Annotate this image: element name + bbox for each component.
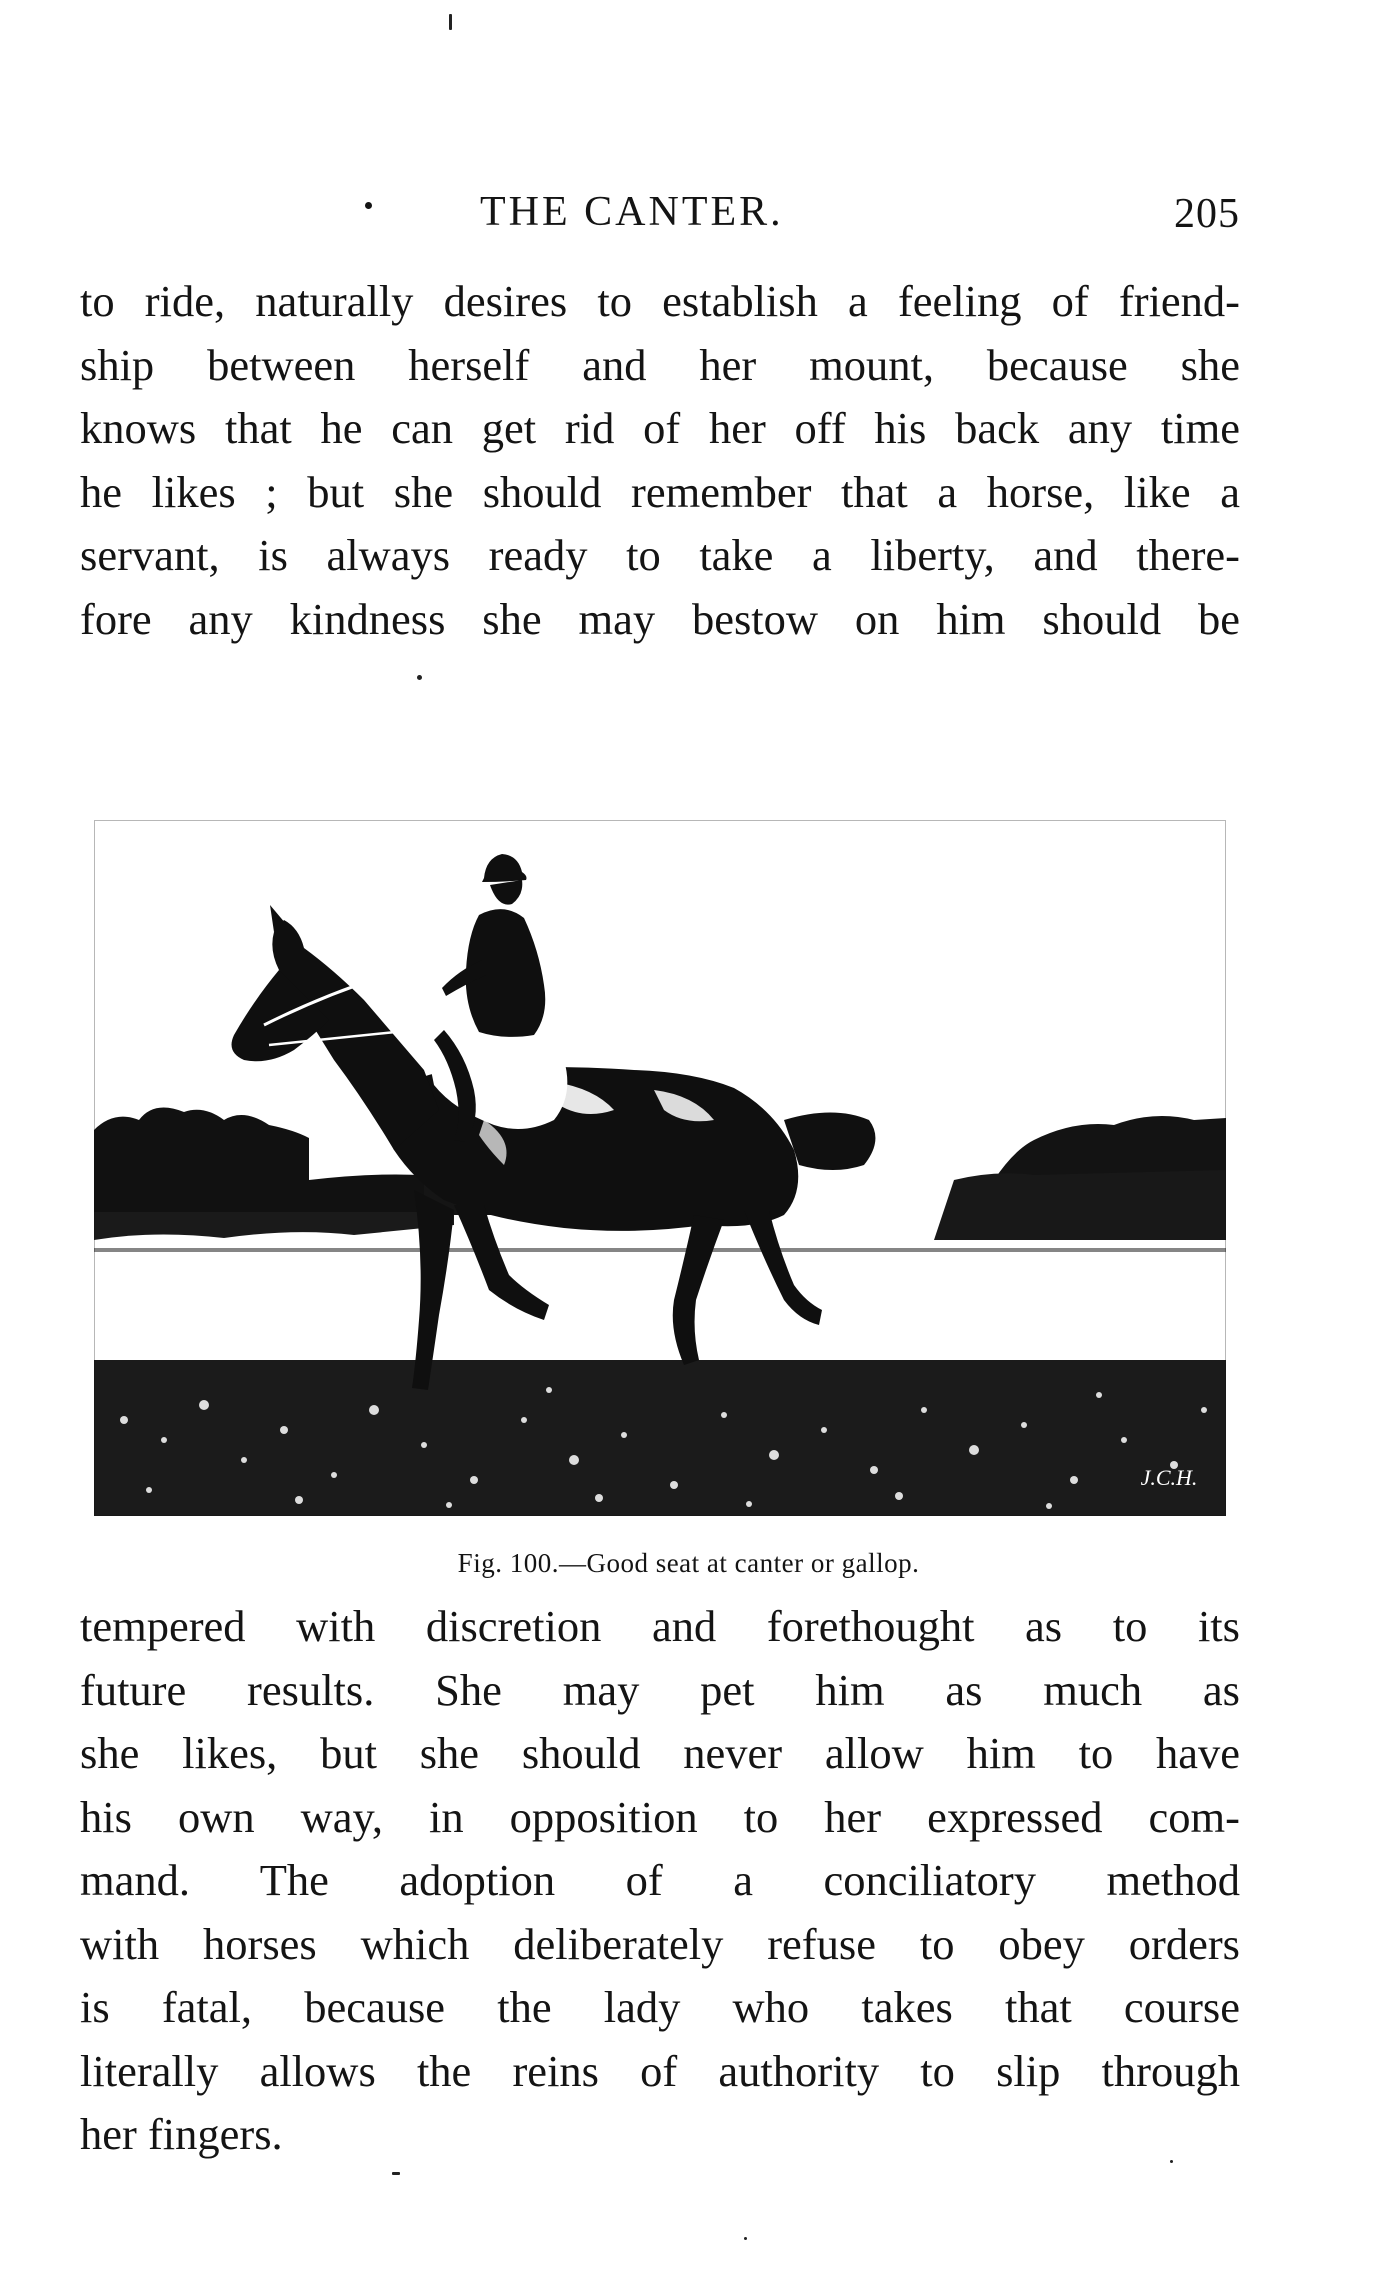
horse-rider-photo xyxy=(94,820,1226,1516)
print-speck xyxy=(744,2237,747,2240)
page-number: 205 xyxy=(1174,191,1240,237)
paragraph-bottom xyxy=(80,1595,1240,2167)
text-line: future results. She may pet him as much as xyxy=(80,1664,1240,1715)
print-speck xyxy=(417,675,422,680)
artist-monogram: J.C.H. xyxy=(1140,1465,1198,1490)
text-line: fore any kindness she may bestow on him should be xyxy=(80,593,1240,644)
text-line: his own way, in opposition to her expressed com- xyxy=(80,1791,1240,1842)
paragraph-top xyxy=(80,270,1240,651)
text-line: ship between herself and her mount, because she xyxy=(80,339,1240,390)
header-ornament xyxy=(365,202,372,209)
text-line: is fatal, because the lady who takes that course xyxy=(80,1982,1240,2032)
running-header xyxy=(80,188,1240,238)
text-line: to ride, naturally desires to establish a feeling of friend- xyxy=(80,276,1240,326)
figure-caption: Fig. 100.—Good seat at canter or gallop. xyxy=(457,1548,920,1578)
print-speck xyxy=(449,14,452,30)
text-line: she likes, but she should never allow him to have xyxy=(80,1728,1240,1778)
text-line: literally allows the reins of authority to slip through xyxy=(80,2045,1240,2096)
text-line: with horses which deliberately refuse to obey orders xyxy=(80,1918,1240,1969)
text-line: knows that he can get rid of her off his back any time xyxy=(80,403,1240,453)
print-speck xyxy=(392,2172,400,2175)
text-line: he likes ; but she should remember that a horse, like a xyxy=(80,466,1240,517)
chapter-title: THE CANTER. xyxy=(480,189,784,235)
text-line: mand. The adoption of a conciliatory method xyxy=(80,1855,1240,1905)
text-line: tempered with discretion and forethought as to its xyxy=(80,1601,1240,1651)
text-line: servant, is always ready to take a liberty, and there- xyxy=(80,530,1240,580)
text-line: her fingers. xyxy=(80,2109,283,2159)
